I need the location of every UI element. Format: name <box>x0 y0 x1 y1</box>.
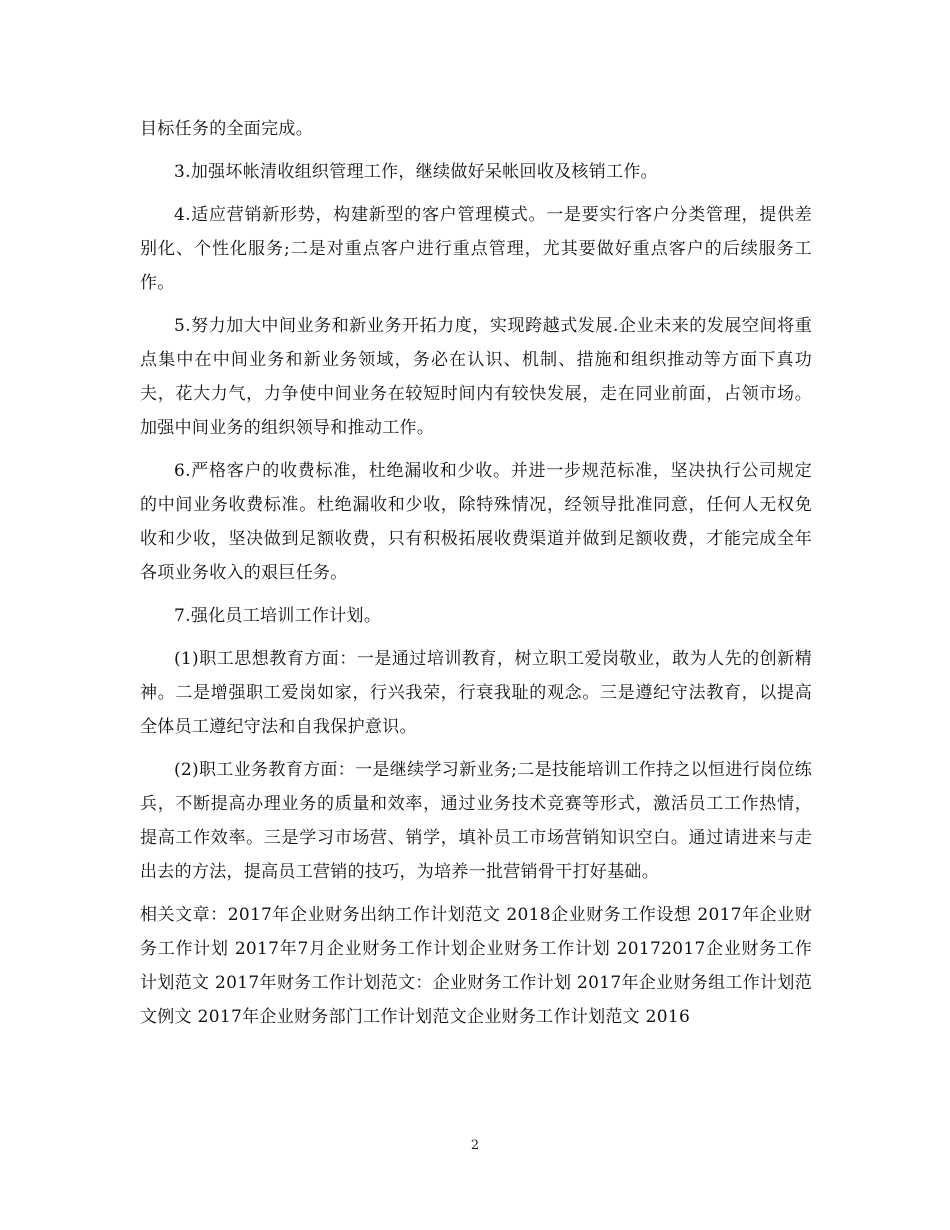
paragraph-item-7: 7.强化员工培训工作计划。 <box>174 606 382 626</box>
paragraph-sub-item-1: (1)职工思想教育方面：一是通过培训教育，树立职工爱岗敬业，敢为人先的创新精神。二是增强职工爱岗如家，行兴我荣，行衰我耻的观念。三是遵纪守法教育，以提高全体员工遵纪守法和自我保护意识。 <box>140 649 812 737</box>
paragraph-sub-item-2: (2)职工业务教育方面：一是继续学习新业务;二是技能培训工作持之以恒进行岗位练兵，不断提高办理业务的质量和效率，通过业务技术竞赛等形式，激活员工工作热情，提高工作效率。三是学习市场营、销学，填补员工市场营销知识空白。通过请进来与走出去的方法，提高员工营销的技巧，为培养一批营销骨干打好基础。 <box>140 760 812 882</box>
paragraph-item-4: 4.适应营销新形势，构建新型的客户管理模式。一是要实行客户分类管理，提供差别化、个性化服务;二是对重点客户进行重点管理，尤其要做好重点客户的后续服务工作。 <box>140 205 812 293</box>
paragraph-item-3: 3.加强坏帐清收组织管理工作，继续做好呆帐回收及核销工作。 <box>174 162 658 182</box>
document-body <box>140 112 812 1034</box>
paragraph-item-5: 5.努力加大中间业务和新业务开拓力度，实现跨越式发展.企业未来的发展空间将重点集中在中间业务和新业务领域，务必在认识、机制、措施和组织推动等方面下真功夫，花大力气，力争使中间业务在较短时间内有较快发展，走在同业前面，占领市场。加强中间业务的组织领导和推动工作。 <box>140 316 812 438</box>
page-number: 2 <box>470 1138 480 1153</box>
paragraph-item-6: 6.严格客户的收费标准，杜绝漏收和少收。并进一步规范标准，坚决执行公司规定的中间业务收费标准。杜绝漏收和少收，除特殊情况，经领导批准同意，任何人无权免收和少收，坚决做到足额收费，只有积极拓展收费渠道并做到足额收费，才能完成全年各项业务收入的艰巨任务。 <box>140 461 812 583</box>
paragraph-continuation: 目标任务的全面完成。 <box>140 119 313 139</box>
related-articles: 相关文章：2017年企业财务出纳工作计划范文 2018企业财务工作设想 2017年企业财务工作计划 2017年7月企业财务工作计划企业财务工作计划 20172017企业财务工作计划范文 2017年财务工作计划范文：企业财务工作计划 2017年企业财务组工作计划范文例文 2017年企业财务部门工作计划范文企业财务工作计划范文 2016 <box>140 905 812 1027</box>
